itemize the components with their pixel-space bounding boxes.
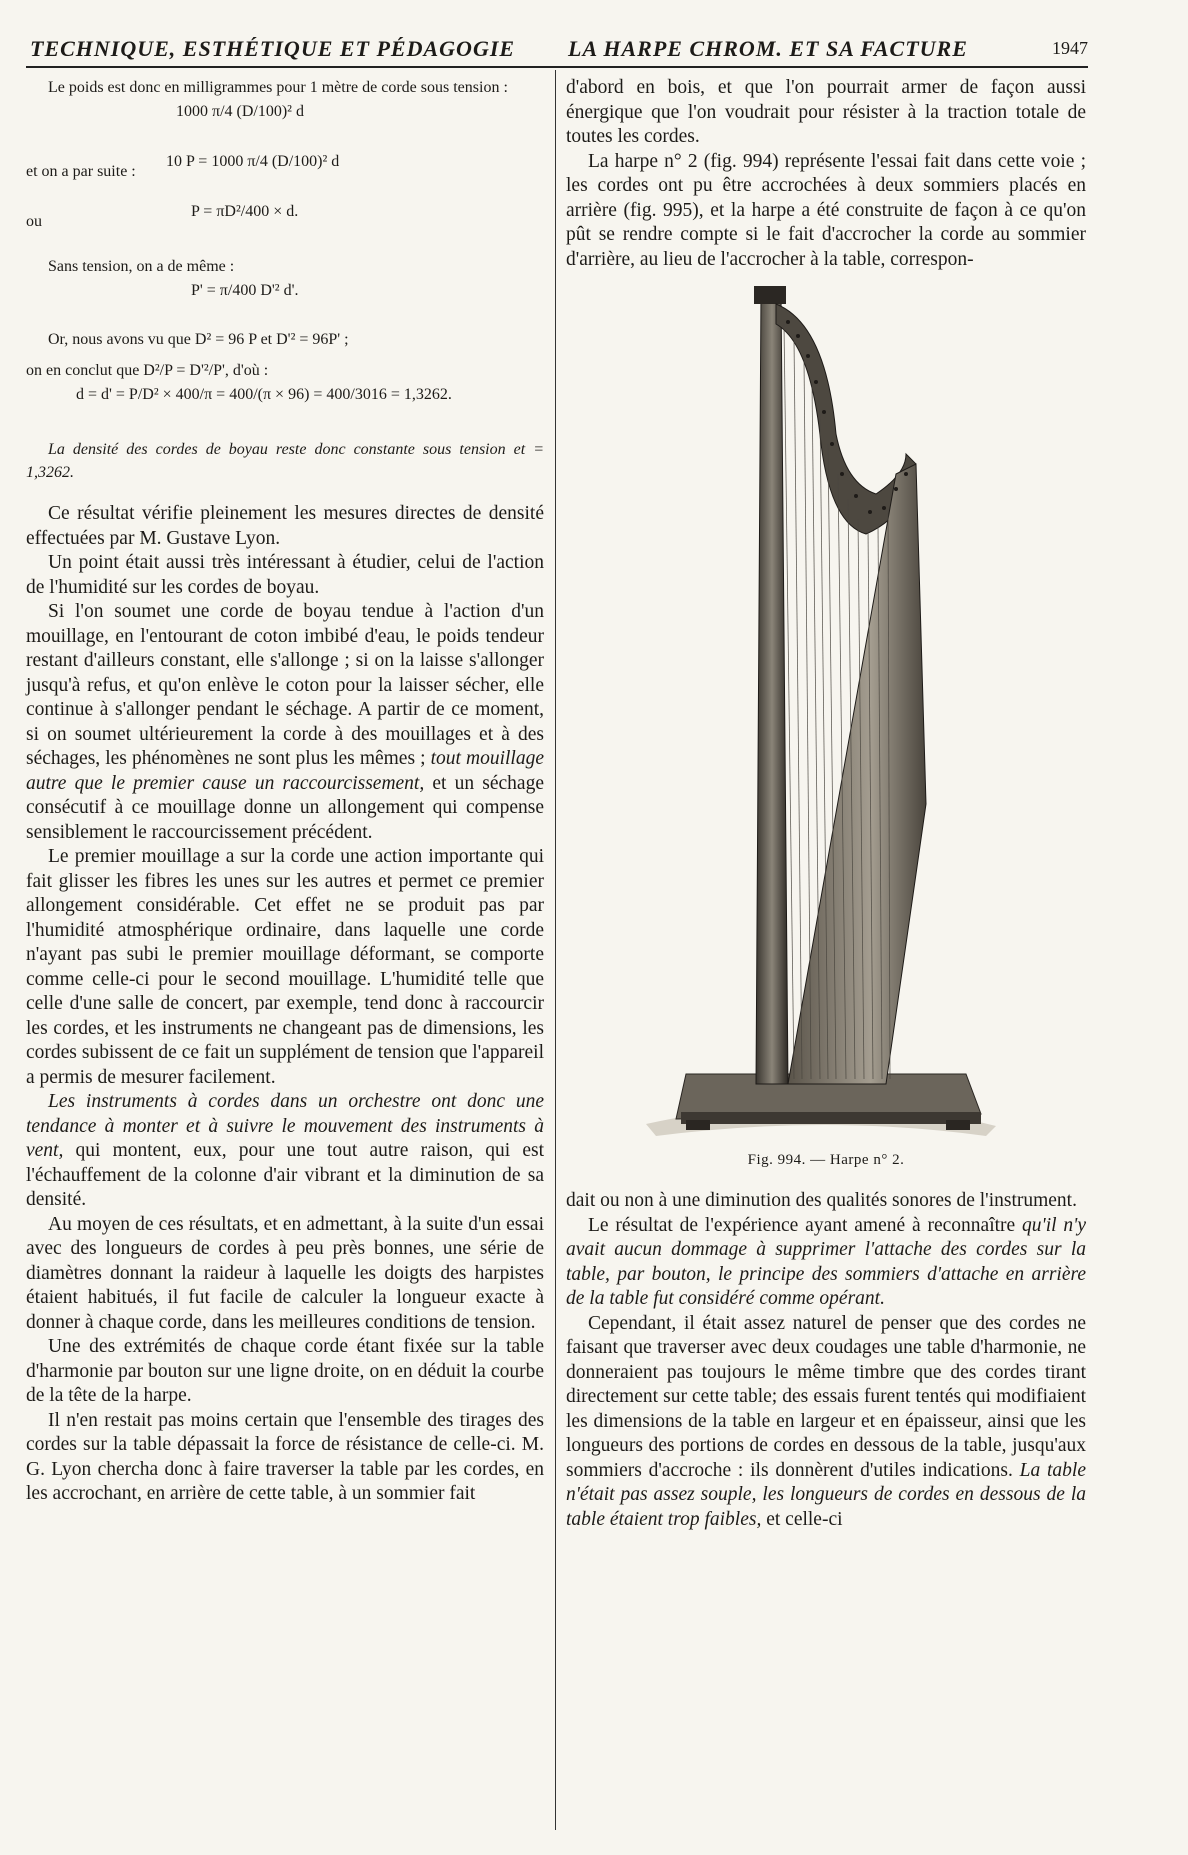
timbre-text-1: Cependant, il était assez naturel de penser que des cordes ne faisant que traverser avec deux coudages une table d'harmonie, ne donneraient pas toujours le même timbre que des cordes tirant directement sur cette table; des essais furent tentés qui modifiaient les dimensions de la table en largeur et en épaisseur, ainsi que les longueurs des portions de cordes en dessous de la table, jusqu'aux sommiers d'accroche : ils donnèrent d'utiles indications. xyxy=(566,1312,1086,1481)
paragraph-result: Ce résultat vérifie pleinement les mesures directes de densité effectuées par M. Gustave Lyon. xyxy=(26,503,544,549)
paragraph-sonority: dait ou non à une diminution des qualités sonores de l'instrument. xyxy=(566,1190,1077,1211)
formula-2 xyxy=(26,149,544,199)
experience-text: Le résultat de l'expérience ayant amené à reconnaître xyxy=(588,1214,1023,1236)
intro-paragraph: Le poids est donc en milligrammes pour 1 mètre de corde sous tension : xyxy=(48,79,508,96)
paragraph-extremities: Une des extrémités de chaque corde étant fixée sur la table d'harmonie par bouton sur une ligne droite, on en déduit la courbe de la tête de la harpe. xyxy=(26,1336,544,1406)
harp-figure xyxy=(566,284,1086,1144)
figure-caption: Fig. 994. — Harpe n° 2. xyxy=(747,1152,905,1168)
formula-1 xyxy=(26,99,544,149)
wetting-text-1: Si l'on soumet une corde de boyau tendue à l'action d'un mouillage, en l'entourant de coton imbibé d'eau, le poids tendeur restant d'ailleurs constant, elle s'allonge ; si on la laisse s'allonger jusqu'à refus, et qu'on enlève le coton pour la laisser sécher, elle continue à s'allonger pendant le séchage. A partir de ce moment, si on soumet ultérieurement la corde à des mouillages et à des séchages, les phénomènes ne sont plus les mêmes ; xyxy=(26,601,544,769)
paragraph-resistance: Il n'en restait pas moins certain que l'ensemble des tirages des cordes sur la table dépassait la force de résistance de celle-ci. M. G. Lyon chercha donc à faire traverser la table par les cordes, en les accrochant, en arrière de cette table, à un sommier fait xyxy=(26,1409,544,1504)
formula-2-label: et on a par suite : xyxy=(26,163,136,180)
experience-emphasis: qu'il n'y avait aucun dommage à supprimer l'attache des cordes sur la table, par bouton, le principe des sommiers d'attache en arrière de la table fut considéré comme opérant. xyxy=(566,1214,1086,1309)
orchestra-emphasis: Les instruments à cordes dans un orchestre ont donc une tendance à monter et à suivre le mouvement des instruments à vent, xyxy=(26,1091,544,1161)
formula-1-body: 1000 π/4 (D/100)² d xyxy=(176,103,304,120)
header-right-title: LA HARPE CHROM. ET SA FACTURE xyxy=(568,36,968,61)
paragraph-humidity: Un point était aussi très intéressant à étudier, celui de l'action de l'humidité sur les cordes de boyau. xyxy=(26,552,544,598)
formula-3-label: ou xyxy=(26,213,42,230)
orchestra-text: qui montent, eux, pour une tout autre raison, qui est l'échauffement de la colonne d'air vibrant et la diminution de sa densité. xyxy=(26,1140,544,1210)
formula-4 xyxy=(26,278,544,328)
column-divider xyxy=(555,70,556,1830)
timbre-text-2: et celle-ci xyxy=(761,1508,843,1530)
header-left-title: TECHNIQUE, ESTHÉTIQUE ET PÉDAGOGIE xyxy=(30,36,516,61)
conclusion-text: on en conclut que D²/P = D'²/P', d'où : xyxy=(26,362,269,379)
paragraph-results: Au moyen de ces résultats, et en admettant, à la suite d'un essai avec des longueurs de cordes à peu près bonnes, une série de diamètres donnant la raideur à laquelle les doigts des harpistes étaient habitués, il fut facile de calculer la longueur exacte à donner à chaque corde, dans les meilleures conditions de tension. xyxy=(26,1213,544,1333)
paragraph-continuation: d'abord en bois, et que l'on pourrait armer de façon aussi énergique que l'on voudrait pour résister à la traction totale de toutes les cordes. xyxy=(566,77,1086,147)
paragraph-experience xyxy=(566,1214,1086,1312)
formula-3 xyxy=(26,199,544,249)
timbre-emphasis: La table n'était pas assez souple, les longueurs de cordes en dessous de la table étaient trop faibles, xyxy=(566,1459,1086,1530)
formula-2-body: 10 P = 1000 π/4 (D/100)² d xyxy=(166,153,340,170)
running-header xyxy=(26,36,1088,68)
density-conclusion: La densité des cordes de boyau reste donc constante sous tension et = 1,3262. xyxy=(26,441,544,481)
paragraph-wetting xyxy=(26,600,544,845)
paragraph-timbre xyxy=(566,1312,1086,1533)
formula-5 xyxy=(26,382,544,438)
paragraph-harp-2: La harpe n° 2 (fig. 994) représente l'essai fait dans cette voie ; les cordes ont pu être accrochées à deux sommiers placés en arrière (fig. 995), et la harpe a été construite de façon à ce qu'on pût se rendre compte si le fait d'accrocher la corde au sommier d'arrière, au lieu de l'accrocher à la table, correspon- xyxy=(566,150,1086,270)
right-column xyxy=(566,76,1086,1532)
formula-3-body: P = πD²/400 × d. xyxy=(191,203,299,220)
left-column xyxy=(26,76,544,1507)
paragraph-orchestra xyxy=(26,1090,544,1213)
wetting-text-2: et un séchage consécutif à ce mouillage donne un allongement qui compense sensiblement le raccourcissement précédent. xyxy=(26,772,544,843)
relation-text: Or, nous avons vu que D² = 96 P et D'² = 96P' ; xyxy=(48,331,349,348)
no-tension-text: Sans tension, on a de même : xyxy=(48,258,235,275)
formula-5-body: d = d' = P/D² × 400/π = 400/(π × 96) = 400/3016 = 1,3262. xyxy=(76,386,452,403)
page-number: 1947 xyxy=(1052,38,1088,58)
paragraph-first-wetting: Le premier mouillage a sur la corde une action importante qui fait glisser les fibres les unes sur les autres et permet ce premier allongement considérable. Cet effet ne se produit pas par l'humidité atmosphérique ordinaire, dans laquelle une corde n'ayant pas subi le premier mouillage déformant, se comporte comme celle-ci pour le second mouillage. L'humidité telle que celle d'une salle de concert, par exemple, tend donc à raccourcir les cordes, et les instruments ne changeant pas de dimensions, les cordes subissent de ce fait un supplément de tension que l'appareil a permis de mesurer facilement. xyxy=(26,846,544,1088)
harp-illustration xyxy=(566,284,1086,1144)
wetting-text-emphasis: tout mouillage autre que le premier cause un raccourcissement, xyxy=(26,748,544,794)
formula-4-body: P' = π/400 D'² d'. xyxy=(191,282,299,299)
